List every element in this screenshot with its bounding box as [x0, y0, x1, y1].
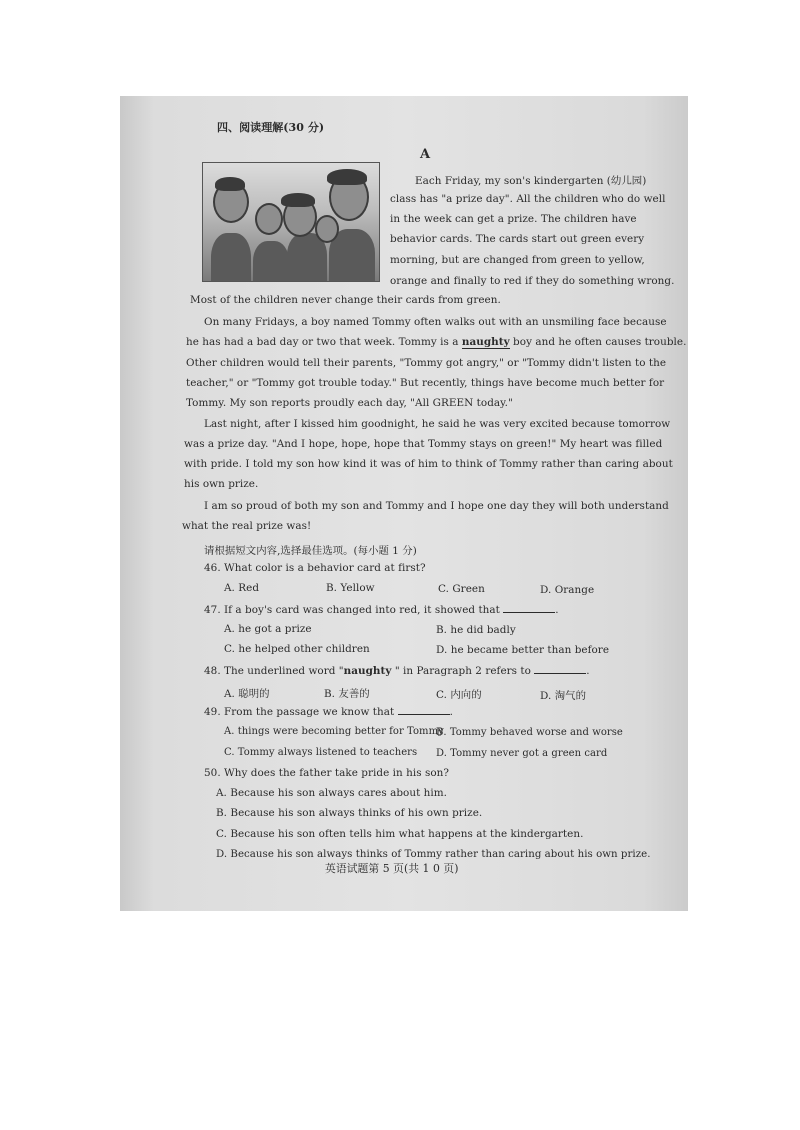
question-47-option-d: D. he became better than before	[436, 644, 610, 656]
question-50-option-a: A. Because his son always cares about him.	[216, 787, 448, 799]
passage-line: was a prize day. "And I hope, hope, hope that Tommy stays on green!" My heart was filled	[184, 438, 663, 450]
section-heading: 四、阅读理解(30 分)	[217, 121, 325, 134]
answer-blank	[534, 664, 586, 674]
question-46-stem: 46. What color is a behavior card at first?	[204, 562, 426, 574]
passage-line: teacher," or "Tommy got trouble today." But recently, things have become much better for	[186, 377, 665, 389]
passage-line: Last night, after I kissed him goodnight, he said he was very excited because tomorrow	[204, 418, 671, 430]
passage-line: Each Friday, my son's kindergarten (幼儿园)	[415, 175, 647, 187]
question-48-option-c: C. 内向的	[436, 689, 482, 701]
question-47-option-c: C. he helped other children	[224, 643, 370, 655]
question-47-stem: 47. If a boy's card was changed into red, it showed that	[204, 604, 500, 616]
question-46-option-a: A. Red	[224, 582, 260, 594]
passage-line: morning, but are changed from green to yellow,	[390, 254, 645, 266]
question-47: 47. If a boy's card was changed into red, it showed that .	[204, 604, 559, 616]
answer-blank	[398, 705, 450, 715]
passage-line: what the real prize was!	[182, 520, 312, 532]
passage-line: I am so proud of both my son and Tommy and I hope one day they will both understand	[204, 500, 669, 512]
passage-line-underlined	[186, 336, 686, 348]
question-48-option-d: D. 淘气的	[540, 690, 587, 702]
exam-page-photo	[120, 96, 688, 911]
question-48-option-b: B. 友善的	[324, 688, 370, 700]
page-footer: 英语试题第 5 页(共 1 0 页)	[325, 862, 459, 875]
question-49-option-d: D. Tommy never got a green card	[436, 748, 608, 759]
passage-line: Most of the children never change their cards from green.	[190, 294, 501, 306]
question-46-option-c: C. Green	[438, 583, 485, 595]
passage-line: his own prize.	[184, 478, 259, 490]
question-50-option-d: D. Because his son always thinks of Tommy rather than caring about his own prize.	[216, 849, 651, 860]
passage-line: On many Fridays, a boy named Tommy often walks out with an unsmiling face because	[204, 316, 667, 328]
passage-line: Tommy. My son reports proudly each day, "All GREEN today."	[186, 397, 513, 409]
question-49-option-b: B. Tommy behaved worse and worse	[436, 727, 623, 738]
question-50-option-c: C. Because his son often tells him what happens at the kindergarten.	[216, 828, 584, 840]
question-50-stem: 50. Why does the father take pride in his son?	[204, 767, 449, 779]
question-48-stem-start: 48. The underlined word "	[204, 665, 344, 677]
underlined-word: naughty	[461, 336, 510, 348]
answer-blank	[503, 603, 555, 613]
children-photo	[202, 162, 380, 282]
passage-line: in the week can get a prize. The children have	[390, 213, 637, 225]
passage-line: orange and finally to red if they do something wrong.	[390, 275, 675, 287]
question-49-option-a: A. things were becoming better for Tommy	[224, 726, 444, 737]
question-49-option-c: C. Tommy always listened to teachers	[224, 747, 418, 758]
passage-line: class has "a prize day". All the children who do well	[390, 193, 666, 205]
question-47-option-b: B. he did badly	[436, 624, 516, 636]
question-46-option-b: B. Yellow	[326, 582, 375, 594]
question-46-option-d: D. Orange	[540, 584, 595, 596]
question-48-stem-end: " in Paragraph 2 refers to	[391, 665, 531, 677]
line-end: boy and he often causes trouble.	[509, 336, 687, 348]
question-48-option-a: A. 聪明的	[224, 688, 270, 700]
passage-title: A	[420, 147, 431, 162]
instructions: 请根据短文内容,选择最佳选项。(每小题 1 分)	[204, 545, 417, 557]
passage-line: with pride. I told my son how kind it was of him to think of Tommy rather than caring about	[184, 458, 673, 470]
question-50-option-b: B. Because his son always thinks of his own prize.	[216, 807, 483, 819]
question-49: 49. From the passage we know that .	[204, 706, 453, 718]
passage-line: Other children would tell their parents, "Tommy got angry," or "Tommy didn't listen to the	[186, 357, 667, 369]
question-47-option-a: A. he got a prize	[224, 623, 312, 635]
line-start: he has had a bad day or two that week. Tommy is a	[186, 336, 459, 348]
question-49-stem: 49. From the passage we know that	[204, 706, 395, 718]
question-48-word: naughty	[343, 665, 392, 677]
question-48: 48. The underlined word "naughty " in Paragraph 2 refers to .	[204, 665, 590, 677]
passage-line: behavior cards. The cards start out green every	[390, 233, 645, 245]
